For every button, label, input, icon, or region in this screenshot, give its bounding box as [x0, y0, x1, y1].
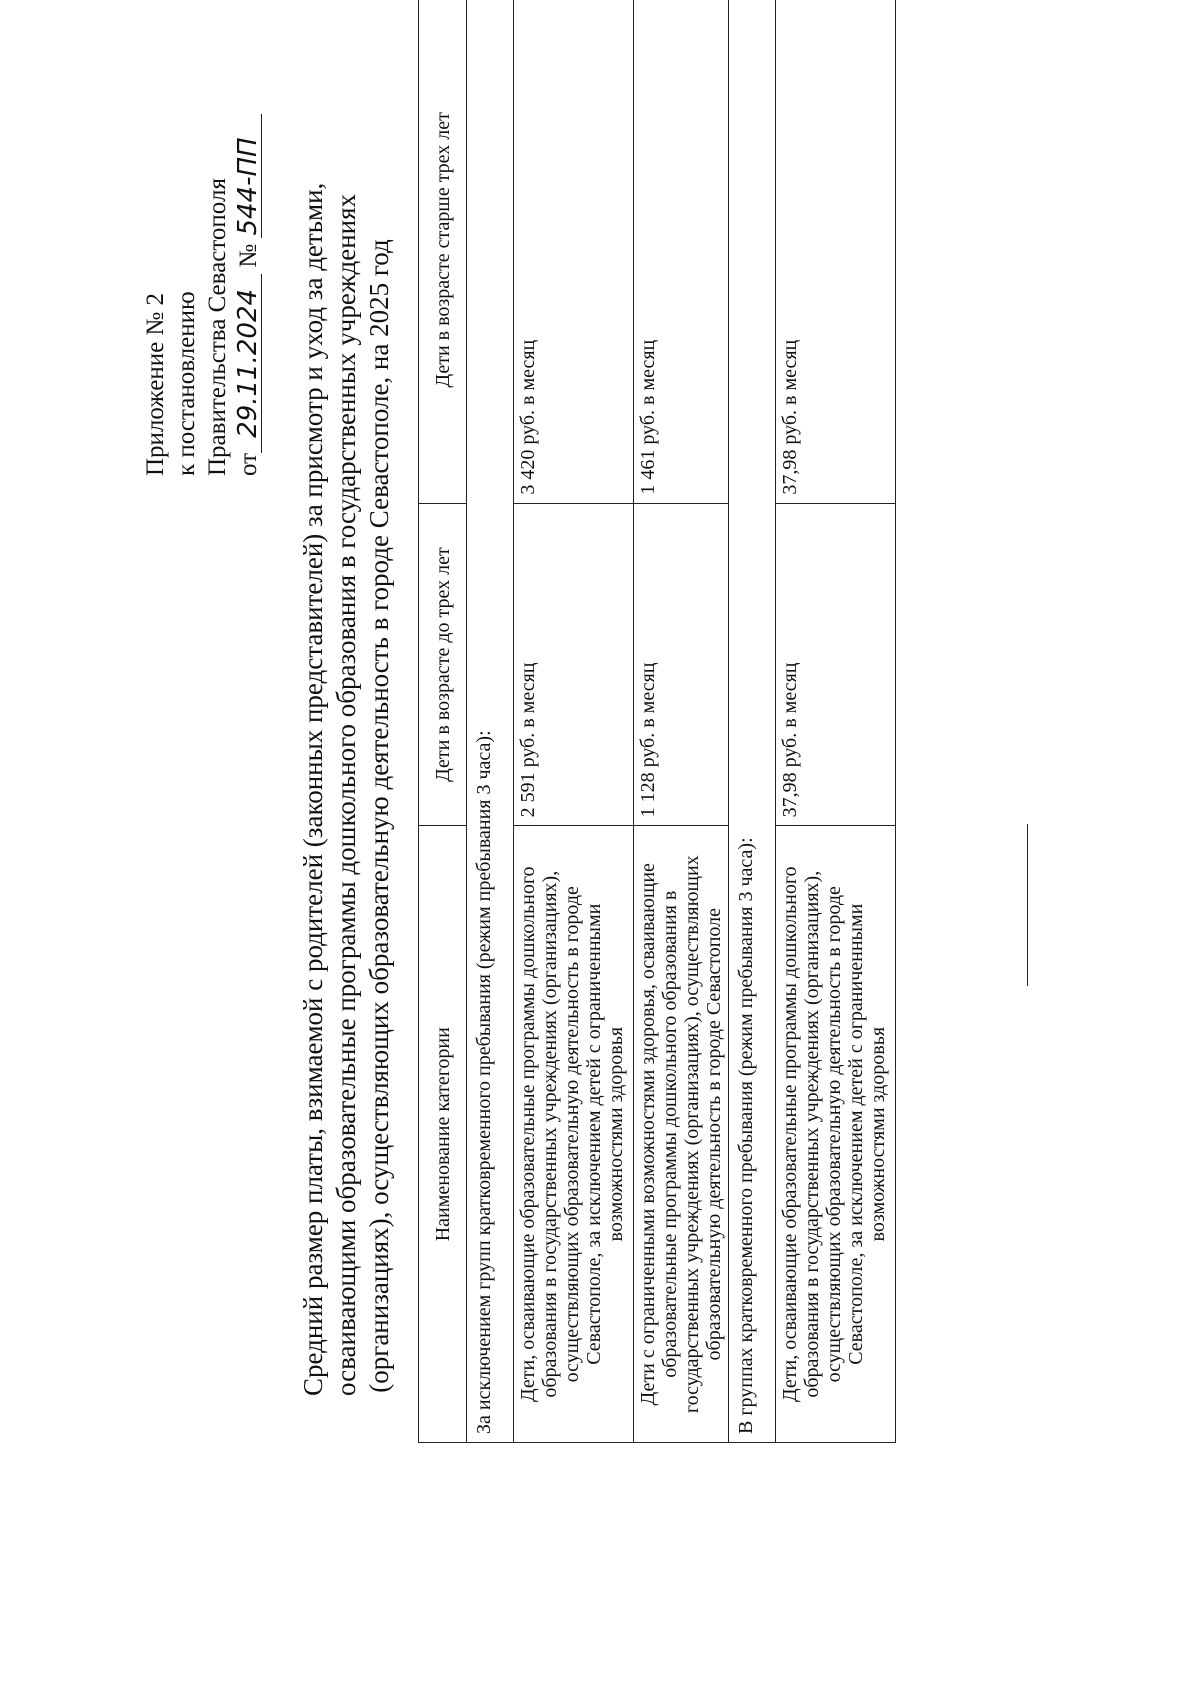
appendix-issuer: Правительства Севастополя [204, 178, 231, 476]
appendix-header [140, 76, 264, 476]
number-prefix: № [235, 243, 262, 268]
header-category: Наименование категории [419, 826, 467, 1443]
category-line: государственных учреждениях (организациях), осуществляющих [681, 855, 703, 1414]
category-line: образовательные программы дошкольного образования в [659, 890, 681, 1378]
category-line: образовательную деятельность в городе Севастополе [703, 907, 725, 1361]
fee-over-three: 3 420 руб. в месяц [514, 0, 634, 503]
appendix-date-number [233, 76, 264, 476]
fee-over-three: 1 461 руб. в месяц [634, 0, 729, 503]
category-line: возможностями здоровья [605, 1026, 627, 1242]
table-row [634, 0, 729, 1443]
category-line: осуществляющих образовательную деятельность в городе [561, 886, 583, 1383]
category-line: Севастополе, за исключением детей с ограниченными [583, 903, 605, 1365]
fee-under-three: 2 591 руб. в месяц [514, 503, 634, 826]
title-line-1: Средний размер платы, взимаемой с родителей (законных представителей) за присмотр и уход за детьми, [298, 182, 328, 1396]
table-row [514, 0, 634, 1443]
category-cell [776, 826, 896, 1443]
title-line-2: осваивающими образовательные программы дошкольного образования в государственных учреждениях [331, 193, 361, 1396]
fee-over-three: 37,98 руб. в месяц [776, 0, 896, 503]
handwritten-date: 29.11.2024 [235, 274, 262, 453]
category-line: осуществляющих образовательную деятельность в городе [823, 886, 845, 1383]
section-title-regular: За исключением групп кратковременного пребывания (режим пребывания 3 часа): [467, 0, 514, 1443]
category-line: Дети с ограниченными возможностями здоровья, осваивающие [637, 863, 659, 1406]
section-row [467, 0, 514, 1443]
section-row [729, 0, 776, 1443]
category-line: Дети, осваивающие образовательные программы дошкольного [779, 866, 801, 1402]
table-row [776, 0, 896, 1443]
date-prefix: от [235, 452, 262, 476]
category-line: образования в государственных учреждениях (организациях), [801, 870, 823, 1398]
fee-under-three: 1 128 руб. в месяц [634, 503, 729, 826]
table-header-row [419, 0, 467, 1443]
appendix-number: Приложение № 2 [142, 292, 169, 476]
appendix-reference: к постановлению [173, 291, 200, 476]
section-title-short-stay: В группах кратковременного пребывания (режим пребывания 3 часа): [729, 0, 776, 1443]
header-over-three: Дети в возрасте старше трех лет [419, 0, 467, 503]
category-line: возможностями здоровья [867, 1026, 889, 1242]
header-under-three: Дети в возрасте до трех лет [419, 503, 467, 826]
category-line: Севастополе, за исключением детей с ограниченными [845, 903, 867, 1365]
category-cell [514, 826, 634, 1443]
category-line: Дети, осваивающие образовательные программы дошкольного [517, 866, 539, 1402]
title-line-3: (организациях), осуществляющих образовательную деятельность в городе Севастополе, на 2025 год [364, 239, 394, 1393]
document-title [297, 182, 396, 1396]
category-cell [634, 826, 729, 1443]
handwritten-number: 544-ПП [235, 114, 262, 238]
fee-table [418, 0, 896, 1443]
closing-rule [1027, 824, 1028, 986]
category-line: образования в государственных учреждениях (организациях), [539, 870, 561, 1398]
fee-under-three: 37,98 руб. в месяц [776, 503, 896, 826]
